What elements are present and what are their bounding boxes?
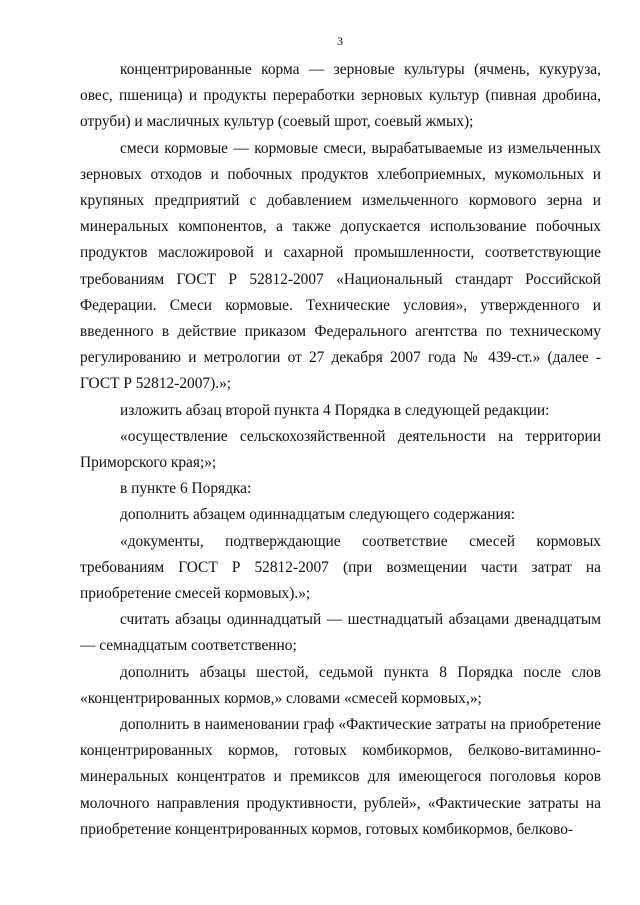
paragraph-amend-point-8: дополнить абзацы шестой, седьмой пункта 8 Порядка после слов «концентрированных кормов,» словами «смесей кормовых,»; bbox=[80, 663, 601, 707]
paragraph-supporting-documents: «документы, подтверждающие соответствие смесей кормовых требованиям ГОСТ Р 52812-2007 (при возмещении части затрат на приобретение смесей кормовых).»; bbox=[80, 532, 601, 603]
paragraph-new-wording-point-4: «осуществление сельскохозяйственной деятельности на территории Приморского края;»; bbox=[80, 427, 601, 472]
paragraph-amend-point-4: изложить абзац второй пункта 4 Порядка в следующей редакции: bbox=[120, 401, 550, 419]
paragraph-feed-mixtures-definition: смеси кормовые — кормовые смеси, вырабатываемые из измельченных зерновых отходов и побочных продуктов хлебоприемных, мукомольных и крупяных предприятий с добавлением измельченного кормового зерна и минеральных компонентов, а также допускается использование побочных продуктов масложировой и сахарной промышленности, соответствующие требованиям ГОСТ Р 52812-2007 «Национальный стандарт Российской Федерации. Смеси кормовые. Технические условия», утвержденного и введенного в действие приказом Федерального агентства по техническому регулированию и метрологии от 27 декабря 2007 года № 439-ст.» (далее - ГОСТ Р 52812-2007).»; bbox=[80, 139, 601, 393]
paragraph-concentrated-feed-definition: концентрированные корма — зерновые культуры (ячмень, кукуруза, овес, пшеница) и продукты переработки зерновых культур (пивная дробина, отруби) и масличных культур (соевый шрот, соевый жмых); bbox=[80, 61, 601, 131]
page-number: 3 bbox=[337, 34, 343, 48]
document-body bbox=[80, 57, 601, 843]
paragraph-point-6-heading: в пункте 6 Порядка: bbox=[120, 480, 252, 498]
paragraph-renumber-subparagraphs: считать абзацы одиннадцатый — шестнадцатый абзацами двенадцатым — семнадцатым соответственно; bbox=[80, 611, 601, 655]
paragraph-add-eleventh-subparagraph: дополнить абзацем одиннадцатым следующего содержания: bbox=[120, 506, 516, 524]
paragraph-amend-column-names: дополнить в наименовании граф «Фактические затраты на приобретение концентрированных кормов, готовых комбикормов, белково-витаминно-минеральных концентратов и премиксов для имеющегося поголовья коров молочного направления продуктивности, рублей», «Фактические затраты на приобретение концентрированных кормов, готовых комбикормов, белково- bbox=[80, 716, 601, 838]
